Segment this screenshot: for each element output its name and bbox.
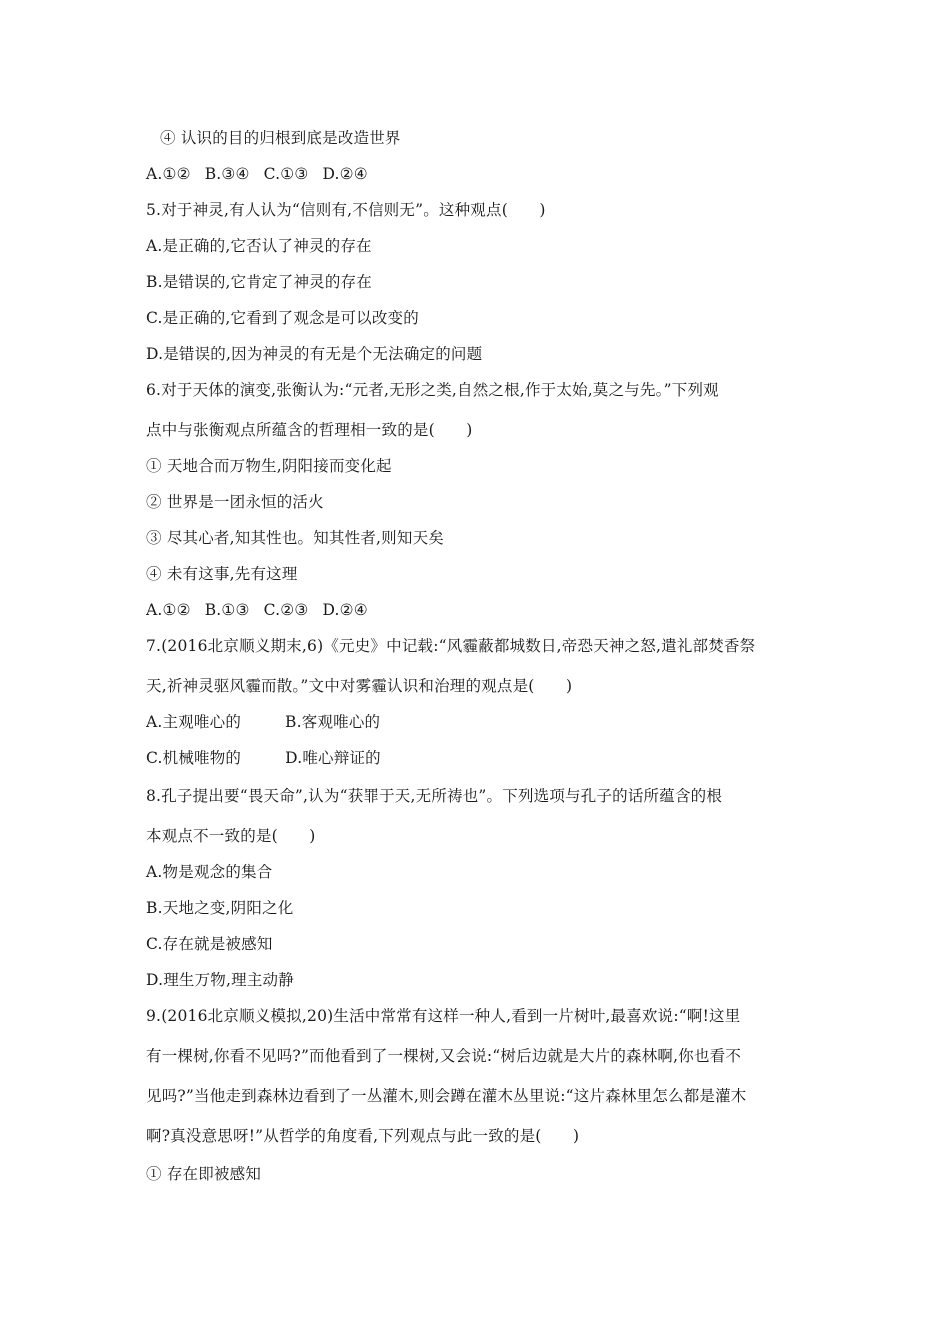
option-b: B.①③ xyxy=(204,601,250,619)
q6-statement-4: ④ 未有这事,先有这理 xyxy=(146,565,298,583)
q9-stem-line-3: 见吗?”当他走到森林边看到了一丛灌木,则会蹲在灌木丛里说:“这片森林里怎么都是灌木 xyxy=(146,1087,747,1105)
option-d: D.②④ xyxy=(322,165,368,183)
q6-stem-line-1: 6.对于天体的演变,张衡认为:“元者,无形之类,自然之根,作于太始,莫之与先。”下列观 xyxy=(146,381,719,399)
q7-options-row-2 xyxy=(146,748,395,768)
q9-statement-1: ① 存在即被感知 xyxy=(146,1165,262,1183)
option-c: C.①③ xyxy=(263,165,309,183)
q4-statement-4: ④ 认识的目的归根到底是改造世界 xyxy=(160,129,401,147)
option-a: A.①② xyxy=(146,601,191,619)
option-a: A.主观唯心的 xyxy=(146,713,242,731)
q5-option-b: B.是错误的,它肯定了神灵的存在 xyxy=(146,273,372,291)
q5-stem: 5.对于神灵,有人认为“信则有,不信则无”。这种观点( ) xyxy=(146,201,546,219)
option-d: D.唯心辩证的 xyxy=(285,749,381,767)
option-d: D.②④ xyxy=(322,601,368,619)
q5-option-d: D.是错误的,因为神灵的有无是个无法确定的问题 xyxy=(146,345,483,363)
q7-stem-line-1: 7.(2016北京顺义期末,6)《元史》中记载:“风霾蔽都城数日,帝恐天神之怒,遣礼部焚香祭 xyxy=(146,637,756,655)
q9-stem-line-4: 啊?真没意思呀!”从哲学的角度看,下列观点与此一致的是( ) xyxy=(146,1127,580,1145)
option-b: B.③④ xyxy=(204,165,250,183)
q4-options xyxy=(146,164,382,184)
q6-statement-1: ① 天地合而万物生,阴阳接而变化起 xyxy=(146,457,392,475)
option-b: B.客观唯心的 xyxy=(285,713,381,731)
option-a: A.①② xyxy=(146,165,191,183)
q7-stem-line-2: 天,祈神灵驱风霾而散。”文中对雾霾认识和治理的观点是( ) xyxy=(146,677,573,695)
q8-stem-line-1: 8.孔子提出要“畏天命”,认为“获罪于天,无所祷也”。下列选项与孔子的话所蕴含的根 xyxy=(146,787,723,805)
q7-options-row-1 xyxy=(146,712,394,732)
q6-options xyxy=(146,600,382,620)
q8-option-d: D.理生万物,理主动静 xyxy=(146,971,294,989)
q5-option-c: C.是正确的,它看到了观念是可以改变的 xyxy=(146,309,419,327)
q8-option-b: B.天地之变,阴阳之化 xyxy=(146,899,294,917)
option-c: C.机械唯物的 xyxy=(146,749,242,767)
q8-option-c: C.存在就是被感知 xyxy=(146,935,273,953)
q6-stem-line-2: 点中与张衡观点所蕴含的哲理相一致的是( ) xyxy=(146,421,473,439)
option-c: C.②③ xyxy=(263,601,309,619)
q8-option-a: A.物是观念的集合 xyxy=(146,863,273,881)
q6-statement-2: ② 世界是一团永恒的活火 xyxy=(146,493,324,511)
q9-stem-line-2: 有一棵树,你看不见吗?”而他看到了一棵树,又会说:“树后边就是大片的森林啊,你也看不 xyxy=(146,1047,742,1065)
q9-stem-line-1: 9.(2016北京顺义模拟,20)生活中常常有这样一种人,看到一片树叶,最喜欢说:“啊!这里 xyxy=(146,1007,741,1025)
q8-stem-line-2: 本观点不一致的是( ) xyxy=(146,827,316,845)
q6-statement-3: ③ 尽其心者,知其性也。知其性者,则知天矣 xyxy=(146,529,444,547)
q5-option-a: A.是正确的,它否认了神灵的存在 xyxy=(146,237,372,255)
